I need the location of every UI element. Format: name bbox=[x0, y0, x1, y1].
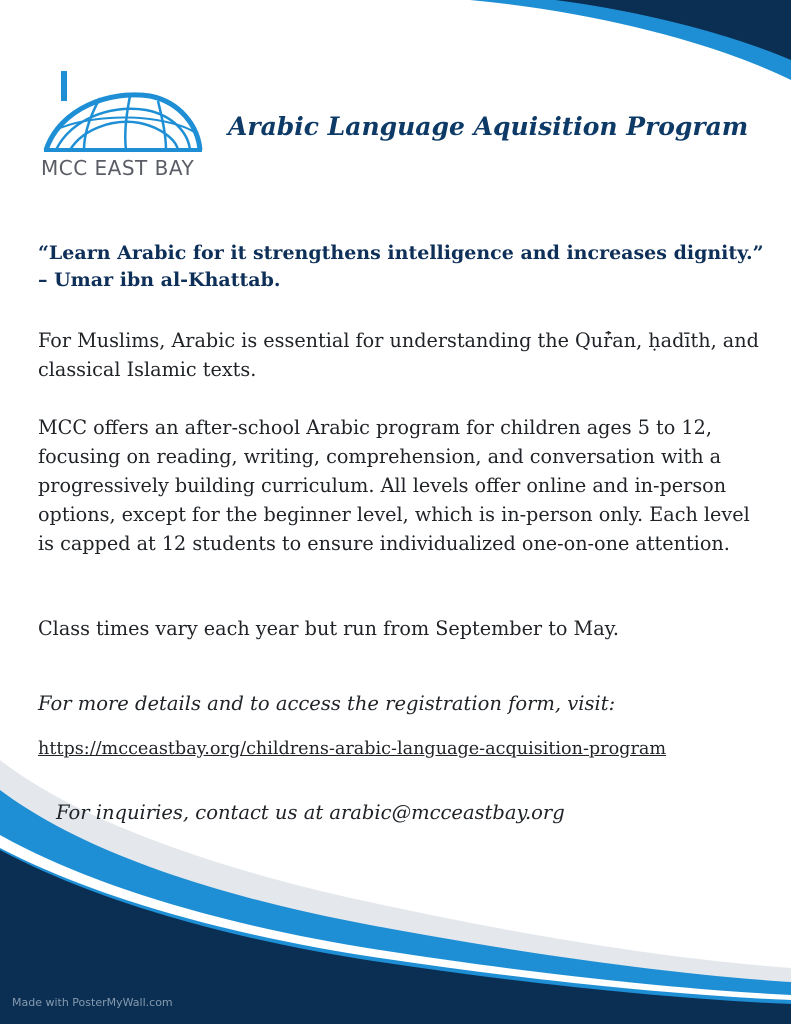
logo-text: MCC EAST BAY bbox=[41, 156, 195, 180]
intro-paragraph: For Muslims, Arabic is essential for understanding the Qur̓̄an, ḥadīth, and classical Islamic texts. bbox=[38, 329, 759, 381]
registration-link[interactable]: https://mcceastbay.org/childrens-arabic-language-acquisition-program bbox=[38, 739, 667, 759]
page-title: Arabic Language Aquisition Program bbox=[228, 112, 749, 141]
quote-attribution: – Umar ibn al-Khattab. bbox=[38, 269, 281, 291]
quote-text: “Learn Arabic for it strengthens intelligence and increases dignity.” bbox=[38, 242, 764, 264]
watermark: Made with PosterMyWall.com bbox=[12, 996, 173, 1009]
registration-prompt: For more details and to access the registration form, visit: bbox=[38, 692, 616, 715]
program-description-paragraph: MCC offers an after-school Arabic program for children ages 5 to 12, focusing on reading, writing, comprehension, and conversation with a progressively building curriculum. All levels offer online and in-person options, except for the beginner level, which is in-person only. Each level is capped at 12 students to ensure individualized one-on-one attention. bbox=[38, 416, 750, 555]
quote-block bbox=[38, 240, 768, 294]
contact-line: For inquiries, contact us at arabic@mcceastbay.org bbox=[56, 801, 565, 824]
class-times-paragraph: Class times vary each year but run from September to May. bbox=[38, 617, 620, 640]
